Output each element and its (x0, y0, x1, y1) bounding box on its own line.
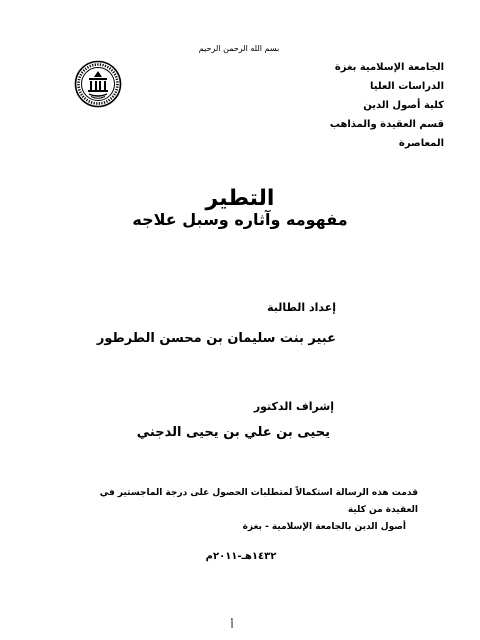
graduate-studies: الدراسات العليا (369, 81, 444, 92)
university-seal-icon (74, 60, 122, 108)
university-name: الجامعة الإسلامية بغزة (334, 62, 444, 73)
thesis-statement (96, 485, 418, 536)
page-number: أ (230, 620, 234, 631)
student-name: عبير بنت سليمان بن محسن الطرطور (96, 331, 336, 346)
supervisor-name: يحيى بن علي بن يحيى الدجني (136, 425, 330, 440)
thesis-subtitle: مفهومه وآثاره وسبل علاجه (132, 210, 348, 229)
thesis-title: التطير (205, 186, 275, 211)
faculty-name: كلية أصول الدين (363, 100, 444, 111)
institution-header (284, 58, 444, 149)
supervisor-label: إشراف الدكتور (253, 400, 334, 413)
basmala: بسم الله الرحمن الرحيم (198, 44, 280, 53)
thesis-statement-line: قدمت هذه الرسالة استكمالاً لمتطلبات الحصول على درجة الماجستير في العقيدة من كلية (99, 488, 418, 515)
date: ١٤٣٢هـ-٢٠١١م (205, 551, 277, 562)
prepared-by-label: إعداد الطالبة (267, 301, 336, 314)
thesis-statement-line: أصول الدين بالجامعة الإسلامية - بغزة (242, 522, 406, 532)
department-name: قسم العقيدة والمذاهب المعاصرة (329, 119, 444, 149)
